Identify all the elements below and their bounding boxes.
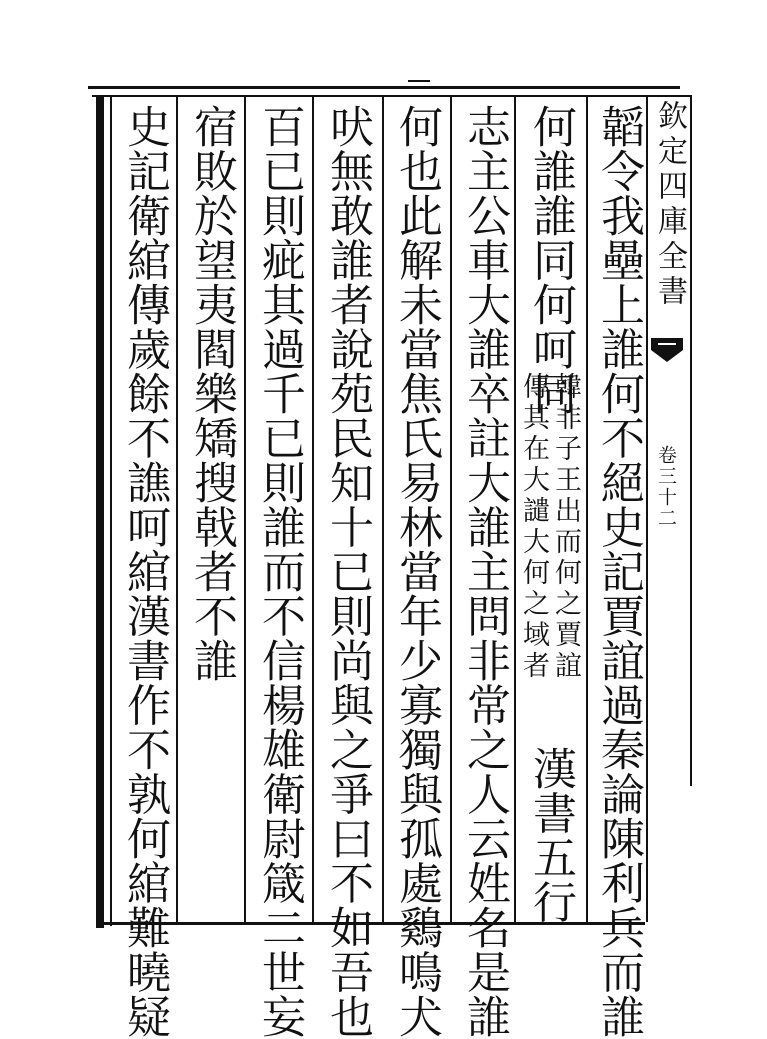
top-border-rule: [88, 86, 680, 89]
top-tick-mark: [408, 80, 430, 82]
column-divider: [382, 96, 384, 922]
margin-right-rule: [690, 96, 692, 786]
text-column: 史記衛綰傳歲餘不譙呵綰漢書作不孰何綰難曉疑: [119, 104, 170, 1039]
volume-number: 卷三十二: [655, 445, 677, 529]
left-border-rule: [96, 96, 104, 928]
margin-title: 欽定四庫全書: [652, 100, 687, 310]
top-border-inner-rule: [92, 95, 692, 97]
annotation-line: 韓非子王出而何之賈誼: [550, 372, 581, 682]
text-column: 韜令我壘上誰何不絕史記賈誼過秦論陳利兵而誰: [593, 104, 644, 1039]
fishtail-mark-icon: [650, 336, 684, 366]
column-divider: [514, 96, 516, 922]
column-divider: [176, 96, 178, 922]
column-divider: [244, 96, 246, 922]
left-inner-rule: [110, 96, 112, 926]
text-column: 宿敗於望夷閻樂矯搜戟者不誰: [186, 104, 237, 683]
text-column: 吠無敢誰者說苑民知十已則尚與之爭曰不如吾也: [322, 104, 373, 1039]
text-column: 百已則疵其過千已則誰而不信楊雄衛尉箴二世妄: [254, 104, 305, 1039]
column-divider: [586, 96, 588, 922]
column-divider: [312, 96, 314, 922]
margin-left-rule: [646, 96, 648, 922]
text-column: 何也此解未當焦氏易林當年少寡獨與孤處鷄鳴犬: [391, 104, 442, 1039]
annotation-line: 傳其在大譴大何之域者: [518, 372, 549, 682]
text-column: 何誰誰同何呵同: [525, 104, 576, 416]
text-column: 志主公車大誰卒註大誰主問非常之人云姓名是誰: [459, 104, 510, 1039]
text-column: 漢書五行: [525, 746, 576, 924]
column-divider: [450, 96, 452, 922]
